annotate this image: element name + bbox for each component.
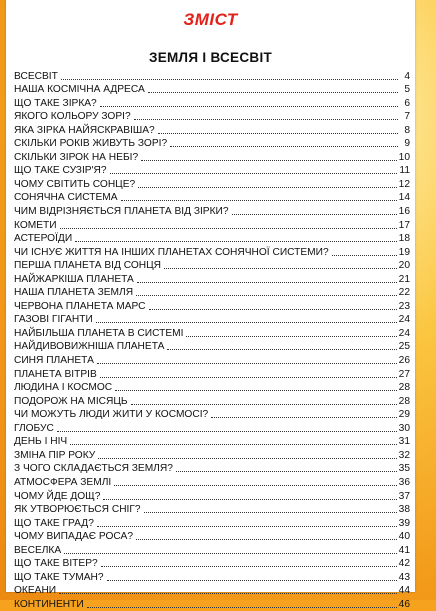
toc-entry-title: ЧОМУ ВИПАДАЄ РОСА? <box>14 531 134 543</box>
dot-leader <box>332 255 397 256</box>
toc-entry-page-number: 25 <box>398 341 410 353</box>
toc-entry <box>14 177 410 191</box>
toc-entry <box>14 448 410 462</box>
toc-entry-page-number: 20 <box>398 260 410 272</box>
toc-entry <box>14 340 410 354</box>
toc-entry-title: З ЧОГО СКЛАДАЄТЬСЯ ЗЕМЛЯ? <box>14 463 173 475</box>
dot-leader <box>98 458 396 459</box>
toc-entry-page-number: 14 <box>398 192 410 204</box>
toc-entry <box>14 543 410 557</box>
toc-entry-title: ДЕНЬ І НІЧ <box>14 436 68 448</box>
toc-entry-title: НАША КОСМІЧНА АДРЕСА <box>14 84 145 96</box>
toc-entry-page-number: 24 <box>398 327 410 339</box>
toc-entry <box>14 435 410 449</box>
dot-leader <box>114 485 396 486</box>
toc-entry-title: ВСЕСВІТ <box>14 70 58 82</box>
toc-entry-page-number: 30 <box>398 422 410 434</box>
toc-entry-title: ЧИ ІСНУЄ ЖИТТЯ НА ІНШИХ ПЛАНЕТАХ СОНЯЧНОЇ СИСТЕМИ? <box>14 246 329 258</box>
toc-entry <box>14 313 410 327</box>
dot-leader <box>131 404 397 405</box>
dot-leader <box>134 119 398 120</box>
dot-leader <box>149 309 397 310</box>
toc-entry <box>14 218 410 232</box>
toc-entry-title: ЧИМ ВІДРІЗНЯЄТЬСЯ ПЛАНЕТА ВІД ЗІРКИ? <box>14 206 229 218</box>
toc-entry-page-number: 22 <box>398 287 410 299</box>
dot-leader <box>170 146 398 147</box>
toc-entry <box>14 516 410 530</box>
toc-entry <box>14 259 410 273</box>
toc-entry-page-number: 46 <box>398 598 410 610</box>
toc-entry-page-number: 21 <box>398 273 410 285</box>
toc-entry-title: ЧОМУ СВІТИТЬ СОНЦЕ? <box>14 178 136 190</box>
dot-leader <box>61 79 398 80</box>
toc-entry-page-number: 31 <box>398 436 410 448</box>
toc-entry <box>14 489 410 503</box>
toc-entry <box>14 597 410 611</box>
dot-leader <box>97 526 397 527</box>
toc-entry-title: АТМОСФЕРА ЗЕМЛІ <box>14 476 112 488</box>
dot-leader <box>141 160 397 161</box>
dot-leader <box>137 282 397 283</box>
toc-entry <box>14 232 410 246</box>
page-title: ЗМІСТ <box>183 10 238 29</box>
dot-leader <box>136 295 397 296</box>
toc-entry-title: ЗМІНА ПІР РОКУ <box>14 449 96 461</box>
toc-entry-title: ЧОМУ ЙДЕ ДОЩ? <box>14 490 101 502</box>
dot-leader <box>148 92 398 93</box>
toc-entry-page-number: 12 <box>398 178 410 190</box>
toc-entry <box>14 530 410 544</box>
dot-leader <box>101 566 397 567</box>
toc-entry <box>14 353 410 367</box>
toc-entry <box>14 137 410 151</box>
toc-entry-page-number: 41 <box>398 544 410 556</box>
dot-leader <box>176 471 397 472</box>
toc-entry-page-number: 36 <box>398 476 410 488</box>
toc-entry-title: ЩО ТАКЕ ТУМАН? <box>14 571 104 583</box>
toc-entry-title: ГАЗОВІ ГІГАНТИ <box>14 314 93 326</box>
toc-entry-page-number: 35 <box>398 463 410 475</box>
toc-entry-title: ЯК УТВОРЮЄТЬСЯ СНІГ? <box>14 504 141 516</box>
dot-leader <box>211 417 396 418</box>
toc-entry <box>14 503 410 517</box>
toc-entry <box>14 326 410 340</box>
dot-leader <box>136 539 397 540</box>
toc-entry-title: СИНЯ ПЛАНЕТА <box>14 355 94 367</box>
toc-entry-title: НАЙДИВОВИЖНІША ПЛАНЕТА <box>14 341 165 353</box>
toc-entry-page-number: 32 <box>398 449 410 461</box>
toc-entry-title: ЩО ТАКЕ ЗІРКА? <box>14 97 97 109</box>
toc-entry-title: ЛЮДИНА І КОСМОС <box>14 382 113 394</box>
toc-entry-title: ПОДОРОЖ НА МІСЯЦЬ <box>14 395 128 407</box>
toc-entry <box>14 191 410 205</box>
toc-entry-page-number: 28 <box>398 382 410 394</box>
dot-leader <box>158 133 398 134</box>
toc-entry-page-number: 10 <box>398 151 410 163</box>
table-of-contents <box>14 69 410 611</box>
toc-entry-title: ПЕРША ПЛАНЕТА ВІД СОНЦЯ <box>14 260 162 272</box>
toc-entry-page-number: 39 <box>398 517 410 529</box>
toc-entry-title: ГЛОБУС <box>14 422 54 434</box>
toc-entry-page-number: 27 <box>398 368 410 380</box>
toc-entry-title: КОМЕТИ <box>14 219 57 231</box>
toc-entry <box>14 570 410 584</box>
toc-entry-title: НАЙЖАРКІША ПЛАНЕТА <box>14 273 134 285</box>
dot-leader <box>75 241 397 242</box>
toc-entry-page-number: 37 <box>398 490 410 502</box>
toc-entry <box>14 381 410 395</box>
toc-entry-page-number: 4 <box>404 70 410 82</box>
dot-leader <box>70 444 396 445</box>
toc-entry-page-number: 9 <box>404 138 410 150</box>
dot-leader <box>121 200 397 201</box>
toc-entry-title: ЯКОГО КОЛЬОРУ ЗОРІ? <box>14 111 131 123</box>
toc-entry-page-number: 26 <box>398 355 410 367</box>
toc-entry-title: ОКЕАНИ <box>14 585 57 597</box>
toc-entry <box>14 110 410 124</box>
toc-entry <box>14 408 410 422</box>
toc-entry <box>14 394 410 408</box>
dot-leader <box>59 593 397 594</box>
dot-leader <box>100 106 398 107</box>
toc-entry-title: ВЕСЕЛКА <box>14 544 62 556</box>
toc-entry <box>14 286 410 300</box>
toc-entry <box>14 96 410 110</box>
toc-entry <box>14 123 410 137</box>
dot-leader <box>115 390 397 391</box>
toc-entry-title: НАША ПЛАНЕТА ЗЕМЛЯ <box>14 287 134 299</box>
toc-entry-page-number: 6 <box>404 97 410 109</box>
toc-entry-page-number: 44 <box>398 585 410 597</box>
toc-entry-title: АСТЕРОЇДИ <box>14 233 73 245</box>
toc-entry-page-number: 16 <box>398 206 410 218</box>
dot-leader <box>144 512 397 513</box>
toc-entry <box>14 245 410 259</box>
dot-leader <box>103 499 396 500</box>
toc-entry <box>14 475 410 489</box>
toc-entry <box>14 164 410 178</box>
toc-entry <box>14 557 410 571</box>
toc-entry-page-number: 28 <box>398 395 410 407</box>
toc-entry-title: ЧЕРВОНА ПЛАНЕТА МАРС <box>14 300 146 312</box>
toc-entry-page-number: 17 <box>398 219 410 231</box>
dot-leader <box>232 214 397 215</box>
dot-leader <box>87 607 397 608</box>
toc-entry-page-number: 29 <box>398 409 410 421</box>
toc-entry <box>14 462 410 476</box>
toc-entry-page-number: 24 <box>398 314 410 326</box>
book-page <box>6 0 415 610</box>
toc-entry-page-number: 18 <box>398 233 410 245</box>
toc-entry-title: ЩО ТАКЕ ВІТЕР? <box>14 558 98 570</box>
toc-entry <box>14 299 410 313</box>
dot-leader <box>167 349 396 350</box>
dot-leader <box>60 228 397 229</box>
toc-entry-title: ЧИ МОЖУТЬ ЛЮДИ ЖИТИ У КОСМОСІ? <box>14 409 209 421</box>
toc-entry-title: ЩО ТАКЕ ГРАД? <box>14 517 94 529</box>
toc-entry-title: ЩО ТАКЕ СУЗІР'Я? <box>14 165 107 177</box>
toc-entry-page-number: 43 <box>398 571 410 583</box>
toc-entry <box>14 421 410 435</box>
toc-entry-page-number: 7 <box>404 111 410 123</box>
toc-entry-page-number: 19 <box>398 246 410 258</box>
dot-leader <box>97 363 397 364</box>
toc-entry <box>14 204 410 218</box>
toc-entry <box>14 83 410 97</box>
toc-entry-title: ЯКА ЗІРКА НАЙЯСКРАВІША? <box>14 124 155 136</box>
toc-entry <box>14 367 410 381</box>
dot-leader <box>100 377 397 378</box>
dot-leader <box>138 187 396 188</box>
dot-leader <box>186 336 396 337</box>
toc-entry-page-number: 5 <box>404 84 410 96</box>
toc-entry-page-number: 23 <box>398 300 410 312</box>
dot-leader <box>110 173 398 174</box>
toc-entry-title: СКІЛЬКИ РОКІВ ЖИВУТЬ ЗОРІ? <box>14 138 168 150</box>
toc-entry-title: ПЛАНЕТА ВІТРІВ <box>14 368 97 380</box>
dot-leader <box>107 580 397 581</box>
toc-entry-page-number: 42 <box>398 558 410 570</box>
toc-entry-page-number: 40 <box>398 531 410 543</box>
toc-entry-page-number: 8 <box>404 124 410 136</box>
toc-entry <box>14 272 410 286</box>
section-heading: ЗЕМЛЯ І ВСЕСВІТ <box>148 50 273 65</box>
dot-leader <box>164 268 397 269</box>
dot-leader <box>96 322 397 323</box>
toc-entry <box>14 584 410 598</box>
toc-entry-page-number: 38 <box>398 504 410 516</box>
toc-entry-title: СКІЛЬКИ ЗІРОК НА НЕБІ? <box>14 151 139 163</box>
dot-leader <box>57 431 397 432</box>
toc-entry <box>14 150 410 164</box>
toc-entry-page-number: 11 <box>399 165 410 177</box>
dot-leader <box>64 553 396 554</box>
toc-entry-title: НАЙБІЛЬША ПЛАНЕТА В СИСТЕМІ <box>14 327 184 339</box>
toc-entry-title: СОНЯЧНА СИСТЕМА <box>14 192 118 204</box>
toc-entry <box>14 69 410 83</box>
toc-entry-title: КОНТИНЕНТИ <box>14 598 84 610</box>
